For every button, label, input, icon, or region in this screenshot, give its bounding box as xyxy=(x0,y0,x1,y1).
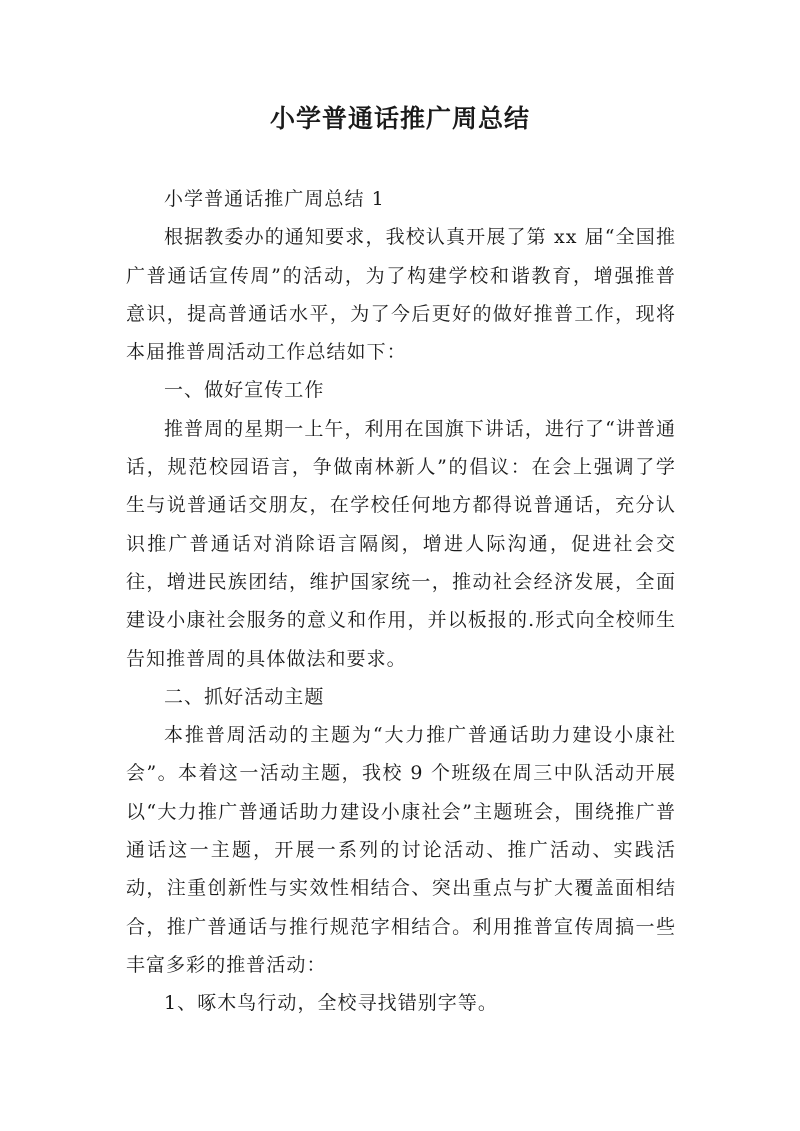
document-title: 小学普通话推广周总结 xyxy=(269,104,530,133)
list-item-1: 1、啄木鸟行动，全校寻找错别字等。 xyxy=(164,992,498,1015)
section-1-paragraph: 推普周的星期一上午，利用在国旗下讲话，进行了“讲普通话，规范校园语言，争做南林新人”的倡议：在会上强调了学生与说普通话交朋友，在学校任何地方都得说普通话，充分认识推广普通话对消除语言隔阂，增进人际沟通，促进社会交往，增进民族团结，维护国家统一，推动社会经济发展，全面建设小康社会服务的意义和作用，并以板报的.形式向全校师生告知推普周的具体做法和要求。 xyxy=(126,417,677,670)
document-body xyxy=(126,180,676,1023)
section-heading-1: 一、做好宣传工作 xyxy=(164,379,325,402)
section-2-paragraph: 本推普周活动的主题为“大力推广普通话助力建设小康社会”。本着这一活动主题，我校 9 个班级在周三中队活动开展以“大力推广普通话助力建设小康社会”主题班会，围绕推广普通话这一主题，开展一系列的讨论活动、推广活动、实践活动，注重创新性与实效性相结合、突出重点与扩大覆盖面相结合，推广普通话与推行规范字相结合。利用推普宣传周搞一些丰富多彩的推普活动： xyxy=(126,724,676,976)
intro-paragraph: 根据教委办的通知要求，我校认真开展了第 xx 届“全国推广普通话宣传周”的活动，为了构建学校和谐教育，增强推普意识，提高普通话水平，为了今后更好的做好推普工作，现将本届推普周活动工作总结如下： xyxy=(126,226,676,364)
section-heading-2: 二、抓好活动主题 xyxy=(164,685,325,708)
section-subtitle: 小学普通话推广周总结 1 xyxy=(164,188,385,210)
